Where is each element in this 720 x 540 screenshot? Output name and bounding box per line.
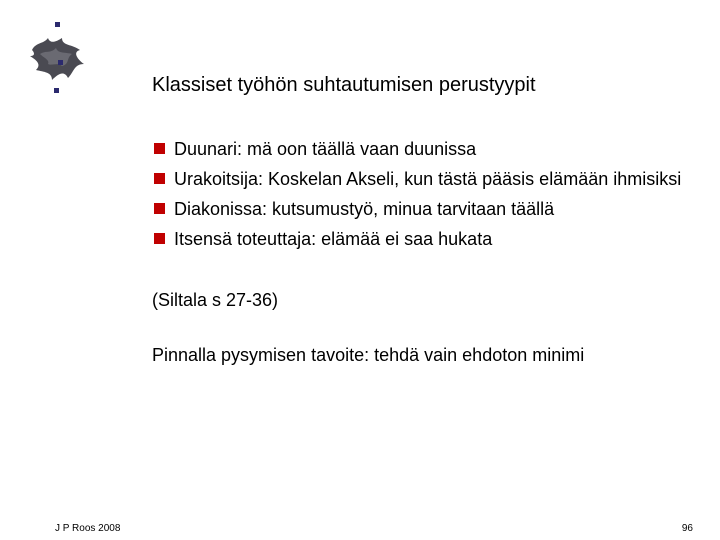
list-item	[152, 196, 694, 222]
bullet-text: Duunari: mä oon täällä vaan duunissa	[174, 139, 477, 159]
helsinki-flame-icon	[22, 20, 90, 96]
bullet-text: Itsensä toteuttaja: elämää ei saa hukata	[174, 229, 493, 249]
list-item	[152, 226, 694, 252]
footer-author: J P Roos 2008	[55, 523, 121, 534]
slide-title: Klassiset työhön suhtautumisen perustyypit	[152, 74, 536, 96]
list-item	[152, 166, 694, 192]
source-note: (Siltala s 27-36)	[152, 290, 279, 310]
square-bullet-icon	[154, 203, 165, 214]
list-item	[152, 136, 694, 162]
bullet-text: Urakoitsija: Koskelan Akseli, kun tästä pääsis elämään ihmisiksi	[174, 169, 682, 189]
square-bullet-icon	[154, 143, 165, 154]
university-logo-icon	[22, 20, 90, 96]
bullet-text: Diakonissa: kutsumustyö, minua tarvitaan täällä	[174, 199, 555, 219]
square-bullet-icon	[154, 173, 165, 184]
square-bullet-icon	[154, 233, 165, 244]
page-number: 96	[681, 523, 693, 534]
goal-statement: Pinnalla pysymisen tavoite: tehdä vain ehdoton minimi	[152, 345, 585, 365]
bullet-list	[152, 136, 694, 256]
